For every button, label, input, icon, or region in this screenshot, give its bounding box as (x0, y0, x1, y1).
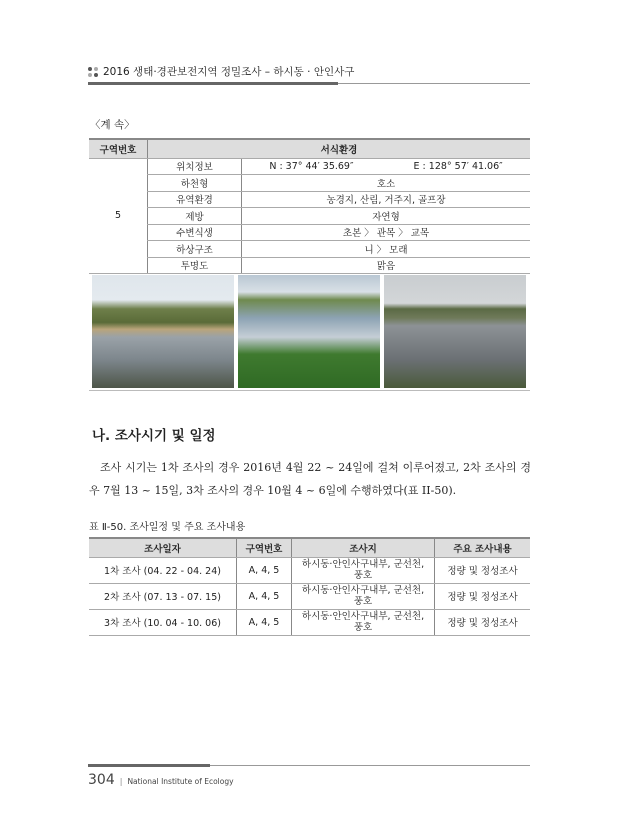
site-photo-1 (92, 275, 234, 388)
row-label: 제방 (148, 208, 242, 225)
zone-number: 5 (89, 158, 148, 274)
footer-rule-thick (88, 764, 210, 767)
header-rule (338, 83, 530, 84)
col-header: 서식환경 (148, 139, 531, 158)
row-label: 유역환경 (148, 191, 242, 208)
row-value: 농경지, 산림, 거주지, 골프장 (242, 191, 531, 208)
running-header (88, 64, 354, 79)
row-label: 하상구조 (148, 241, 242, 258)
col-header: 주요 조사내용 (435, 538, 531, 557)
location-value (242, 158, 531, 175)
cell: A, 4, 5 (237, 583, 292, 609)
body-paragraph: 조사 시기는 1차 조사의 경우 2016년 4월 22 ~ 24일에 걸쳐 이루어졌고, 2차 조사의 경우 7월 13 ~ 15일, 3차 조사의 경우 10월 4 ~ 6일에 수행하였다(표 II-50). (89, 461, 531, 497)
page-number: 304 (88, 772, 115, 788)
row-label: 수변식생 (148, 224, 242, 241)
row-label: 위치정보 (148, 158, 242, 175)
footer-org: National Institute of Ecology (127, 777, 234, 786)
footer: 304 | National Institute of Ecology (88, 772, 234, 788)
cell: 1차 조사 (04. 22 - 04. 24) (89, 557, 237, 583)
table-row (89, 557, 530, 583)
cell: 3차 조사 (10. 04 - 10. 06) (89, 609, 237, 635)
bullet-dots-icon (88, 67, 98, 77)
row-value: 초본 〉 관목 〉 교목 (242, 224, 531, 241)
site-photo-3 (384, 275, 526, 388)
row-value: 맑음 (242, 257, 531, 274)
footer-rule (210, 765, 530, 766)
cell: 하시동·안인사구내부, 군선천, 풍호 (292, 583, 435, 609)
latitude: N : 37° 44′ 35.69″ (269, 160, 354, 172)
cell: 하시동·안인사구내부, 군선천, 풍호 (292, 609, 435, 635)
longitude: E : 128° 57′ 41.06″ (413, 160, 503, 172)
col-header: 구역번호 (237, 538, 292, 557)
col-header: 조사지 (292, 538, 435, 557)
photo-rule (89, 390, 530, 391)
table-caption: 표 Ⅱ-50. 조사일정 및 주요 조사내용 (89, 522, 246, 533)
cell: A, 4, 5 (237, 557, 292, 583)
cell: 정량 및 정성조사 (435, 609, 531, 635)
habitat-table (89, 138, 530, 274)
cell: 정량 및 정성조사 (435, 557, 531, 583)
section-heading: 나. 조사시기 및 일정 (92, 428, 216, 444)
continued-label: 〈계 속〉 (90, 119, 135, 131)
cell: 2차 조사 (07. 13 - 07. 15) (89, 583, 237, 609)
site-photo-2 (238, 275, 380, 388)
cell: A, 4, 5 (237, 609, 292, 635)
table-row (89, 609, 530, 635)
table-row (89, 583, 530, 609)
header-rule-thick (88, 82, 338, 85)
schedule-table (89, 537, 530, 636)
cell: 하시동·안인사구내부, 군선천, 풍호 (292, 557, 435, 583)
header-title: 2016 생태·경관보전지역 정밀조사 – 하시동 · 안인사구 (103, 66, 355, 78)
col-header: 조사일자 (89, 538, 237, 557)
cell: 정량 및 정성조사 (435, 583, 531, 609)
row-label: 투명도 (148, 257, 242, 274)
col-header: 구역번호 (89, 139, 148, 158)
row-value: 자연형 (242, 208, 531, 225)
row-label: 하천형 (148, 175, 242, 192)
row-value: 니 〉 모래 (242, 241, 531, 258)
row-value: 호소 (242, 175, 531, 192)
